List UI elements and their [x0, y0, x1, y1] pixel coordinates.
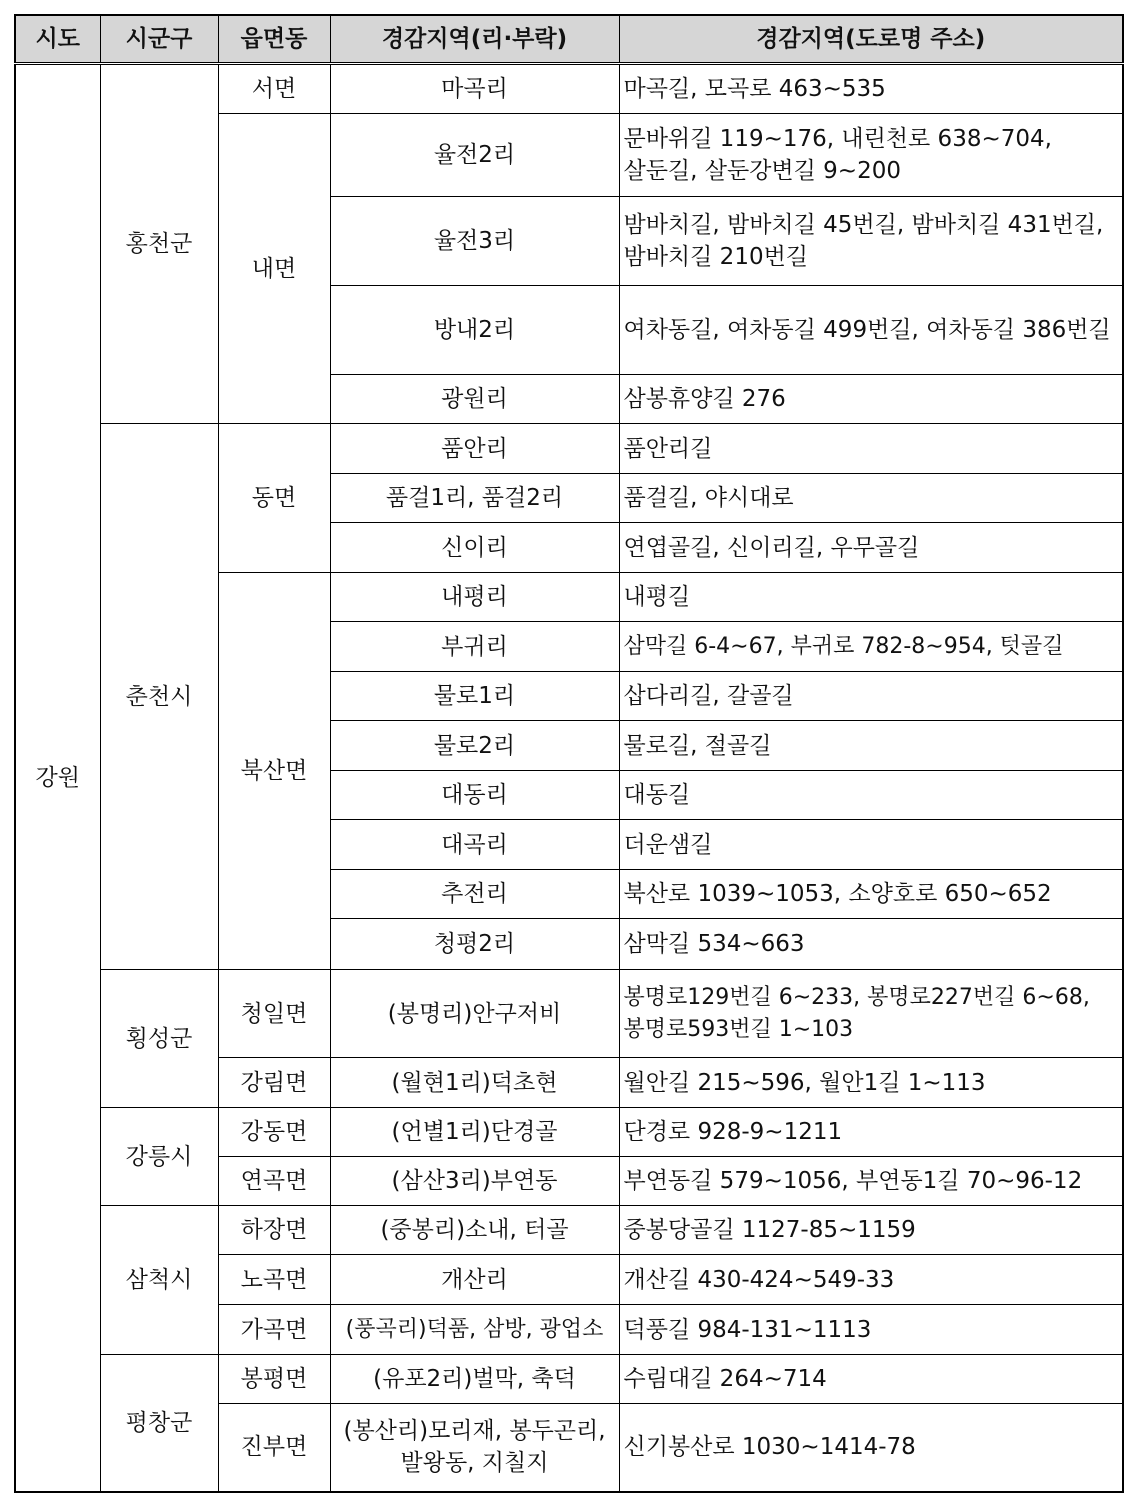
emd-cell: 연곡면 — [218, 1157, 330, 1206]
region-table — [14, 14, 1124, 1493]
road-cell: 밤바치길, 밤바치길 45번길, 밤바치길 431번길, 밤바치길 210번길 — [619, 197, 1123, 286]
header-area-ri: 경감지역(리·부락) — [330, 15, 619, 64]
emd-cell: 노곡면 — [218, 1255, 330, 1305]
road-cell: 봉명로129번길 6~233, 봉명로227번길 6~68, 봉명로593번길 1∼103 — [619, 970, 1123, 1058]
road-cell: 삼봉휴양길 276 — [619, 375, 1123, 424]
ri-cell: 내평리 — [330, 573, 619, 622]
table-row — [15, 424, 1123, 474]
ri-cell: (봉명리)안구저비 — [330, 970, 619, 1058]
ri-cell: 품안리 — [330, 424, 619, 474]
emd-cell: 강동면 — [218, 1108, 330, 1157]
ri-cell: (월현1리)덕초현 — [330, 1058, 619, 1108]
sigungu-cell: 횡성군 — [100, 970, 218, 1108]
road-cell: 개산길 430-424~549-33 — [619, 1255, 1123, 1305]
table-row — [15, 1355, 1123, 1404]
emd-cell: 서면 — [218, 64, 330, 114]
ri-cell: 청평2리 — [330, 919, 619, 970]
header-sido: 시도 — [15, 15, 100, 64]
road-cell: 문바위길 119∼176, 내린천로 638∼704, 살둔길, 살둔강변길 9∼200 — [619, 114, 1123, 197]
header-eupmyeondong: 읍면동 — [218, 15, 330, 64]
emd-cell: 진부면 — [218, 1404, 330, 1492]
header-area-road: 경감지역(도로명 주소) — [619, 15, 1123, 64]
road-cell: 내평길 — [619, 573, 1123, 622]
road-cell: 연엽골길, 신이리길, 우무골길 — [619, 523, 1123, 573]
ri-cell: (봉산리)모리재, 봉두곤리,발왕동, 지칠지 — [330, 1404, 619, 1492]
table-row — [15, 1108, 1123, 1157]
ri-cell: 방내2리 — [330, 286, 619, 375]
ri-cell: 품걸1리, 품걸2리 — [330, 474, 619, 523]
ri-cell: 물로1리 — [330, 672, 619, 721]
road-cell: 여차동길, 여차동길 499번길, 여차동길 386번길 — [619, 286, 1123, 375]
emd-cell: 동면 — [218, 424, 330, 573]
road-cell: 더운샘길 — [619, 820, 1123, 870]
road-cell: 수림대길 264∼714 — [619, 1355, 1123, 1404]
ri-cell: 개산리 — [330, 1255, 619, 1305]
emd-cell: 강림면 — [218, 1058, 330, 1108]
ri-cell: (언별1리)단경골 — [330, 1108, 619, 1157]
sigungu-cell: 평창군 — [100, 1355, 218, 1492]
road-cell: 마곡길, 모곡로 463∼535 — [619, 64, 1123, 114]
table-row — [15, 970, 1123, 1058]
emd-cell: 가곡면 — [218, 1305, 330, 1355]
ri-cell: (중봉리)소내, 터골 — [330, 1206, 619, 1255]
ri-cell: (삼산3리)부연동 — [330, 1157, 619, 1206]
ri-cell: 율전3리 — [330, 197, 619, 286]
ri-cell: 대곡리 — [330, 820, 619, 870]
road-cell: 월안길 215∼596, 월안1길 1∼113 — [619, 1058, 1123, 1108]
road-cell: 삼막길 6-4∼67, 부귀로 782-8∼954, 텃골길 — [619, 622, 1123, 672]
emd-cell: 봉평면 — [218, 1355, 330, 1404]
sigungu-cell: 삼척시 — [100, 1206, 218, 1355]
road-cell: 북산로 1039∼1053, 소양호로 650∼652 — [619, 870, 1123, 919]
sigungu-cell: 강릉시 — [100, 1108, 218, 1206]
road-cell: 물로길, 절골길 — [619, 721, 1123, 771]
ri-cell: 부귀리 — [330, 622, 619, 672]
road-cell: 단경로 928-9~1211 — [619, 1108, 1123, 1157]
road-cell: 품걸길, 야시대로 — [619, 474, 1123, 523]
header-sigungu: 시군구 — [100, 15, 218, 64]
sigungu-cell: 춘천시 — [100, 424, 218, 970]
emd-cell: 북산면 — [218, 573, 330, 970]
road-cell: 중봉당골길 1127-85~1159 — [619, 1206, 1123, 1255]
emd-cell: 내면 — [218, 114, 330, 424]
emd-cell: 청일면 — [218, 970, 330, 1058]
sido-cell: 강원 — [15, 64, 100, 1492]
ri-cell: (유포2리)벌막, 축덕 — [330, 1355, 619, 1404]
road-cell: 대동길 — [619, 771, 1123, 820]
ri-cell: 대동리 — [330, 771, 619, 820]
ri-cell: 물로2리 — [330, 721, 619, 771]
sigungu-cell: 홍천군 — [100, 64, 218, 424]
emd-cell: 하장면 — [218, 1206, 330, 1255]
ri-cell: 신이리 — [330, 523, 619, 573]
road-cell: 삽다리길, 갈골길 — [619, 672, 1123, 721]
ri-cell: (풍곡리)덕품, 삼방, 광업소 — [330, 1305, 619, 1355]
ri-cell: 마곡리 — [330, 64, 619, 114]
road-cell: 덕풍길 984-131~1113 — [619, 1305, 1123, 1355]
table-row — [15, 1206, 1123, 1255]
road-cell: 신기봉산로 1030∼1414-78 — [619, 1404, 1123, 1492]
ri-cell: 율전2리 — [330, 114, 619, 197]
road-cell: 삼막길 534∼663 — [619, 919, 1123, 970]
header-row — [15, 15, 1123, 64]
road-cell: 품안리길 — [619, 424, 1123, 474]
ri-cell: 광원리 — [330, 375, 619, 424]
ri-cell: 추전리 — [330, 870, 619, 919]
road-cell: 부연동길 579~1056, 부연동1길 70~96-12 — [619, 1157, 1123, 1206]
table-row — [15, 64, 1123, 114]
